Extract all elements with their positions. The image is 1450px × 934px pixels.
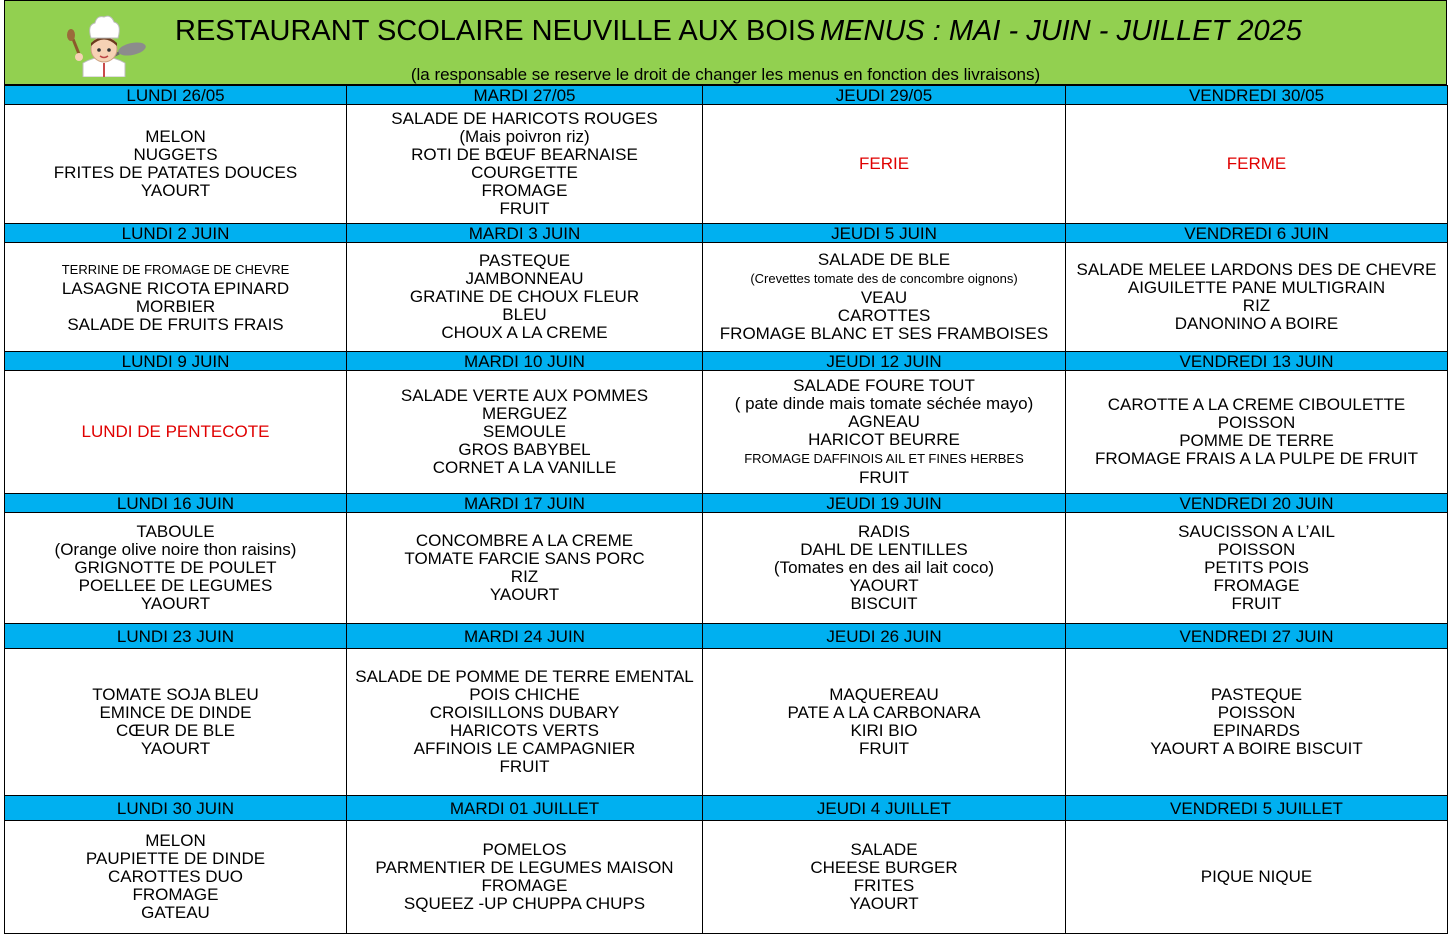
day-menu-cell xyxy=(347,243,703,352)
day-menu-cell xyxy=(5,821,347,934)
day-label: VENDREDI 20 JUIN xyxy=(1066,494,1448,513)
day-menu-cell xyxy=(1066,371,1448,494)
menu-item: FRUIT xyxy=(499,199,550,218)
day-menu-cell xyxy=(5,243,347,352)
day-menu-cell xyxy=(703,105,1066,224)
menu-item: GRATINE DE CHOUX FLEUR xyxy=(409,287,640,306)
menu-item: SALADE DE FRUITS FRAIS xyxy=(67,315,284,334)
menu-item: SALADE DE POMME DE TERRE EMENTAL xyxy=(355,667,694,686)
menu-item: CONCOMBRE A LA CREME xyxy=(415,531,634,550)
closure-notice: FERIE xyxy=(858,154,910,173)
menu-item: RIZ xyxy=(1242,296,1271,315)
day-label: JEUDI 5 JUIN xyxy=(703,224,1066,243)
menu-item: DANONINO A BOIRE xyxy=(1174,314,1339,333)
menu-item: CHOUX A LA CREME xyxy=(441,323,608,342)
day-menu-cell xyxy=(703,649,1066,796)
restaurant-title: RESTAURANT SCOLAIRE NEUVILLE AUX BOIS xyxy=(175,15,816,47)
menu-item: PATE A LA CARBONARA xyxy=(787,703,981,722)
day-menu-cell xyxy=(1066,649,1448,796)
menu-item: TABOULE xyxy=(136,522,215,541)
day-label: JEUDI 26 JUIN xyxy=(703,624,1066,649)
menu-item: YAOURT xyxy=(140,181,211,200)
menu-item: HARICOT BEURRE xyxy=(808,430,960,449)
menu-item: SALADE MELEE LARDONS DES DE CHEVRE xyxy=(1076,260,1437,279)
day-header-row xyxy=(5,352,1448,371)
menu-item: ( pate dinde mais tomate séchée mayo) xyxy=(734,394,1034,413)
menu-item: MORBIER xyxy=(135,297,216,316)
day-menu-cell xyxy=(703,371,1066,494)
day-menu-cell xyxy=(1066,513,1448,624)
day-label: VENDREDI 30/05 xyxy=(1066,86,1448,105)
menu-row xyxy=(5,105,1448,224)
day-header-row xyxy=(5,86,1448,105)
menu-item: SAUCISSON A L’AIL xyxy=(1178,522,1335,541)
day-label: LUNDI 2 JUIN xyxy=(5,224,347,243)
day-label: MARDI 10 JUIN xyxy=(347,352,703,371)
day-label: VENDREDI 13 JUIN xyxy=(1066,352,1448,371)
menu-item: SALADE DE HARICOTS ROUGES xyxy=(391,109,658,128)
menu-item: GROS BABYBEL xyxy=(458,440,591,459)
menu-item: PASTEQUE xyxy=(478,251,571,270)
menu-item: POMME DE TERRE xyxy=(1179,431,1334,450)
menu-item: ROTI DE BŒUF BEARNAISE xyxy=(411,145,638,164)
day-menu-cell xyxy=(703,513,1066,624)
menu-item: BLEU xyxy=(502,305,547,324)
menu-item: MELON xyxy=(145,127,206,146)
day-menu-cell xyxy=(347,649,703,796)
menu-item: SALADE VERTE AUX POMMES xyxy=(400,386,649,405)
menu-item: FRUIT xyxy=(858,739,910,758)
day-label: LUNDI 16 JUIN xyxy=(5,494,347,513)
menu-row xyxy=(5,243,1448,352)
menu-item: HARICOTS VERTS xyxy=(450,721,599,740)
day-menu-cell xyxy=(5,649,347,796)
menu-item: AGNEAU xyxy=(848,412,920,431)
menu-item: EMINCE DE DINDE xyxy=(99,703,252,722)
day-header-row xyxy=(5,624,1448,649)
day-menu-cell xyxy=(5,371,347,494)
menu-item: AIGUILETTE PANE MULTIGRAIN xyxy=(1127,278,1386,297)
menu-item: YAOURT xyxy=(849,576,919,595)
day-menu-cell xyxy=(1066,821,1448,934)
menu-item: CROISILLONS DUBARY xyxy=(429,703,620,722)
menu-item: PETITS POIS xyxy=(1204,558,1309,577)
menu-item: YAOURT xyxy=(849,894,919,913)
day-menu-cell xyxy=(703,821,1066,934)
menu-item: FROMAGE xyxy=(1213,576,1300,595)
menu-item: MERGUEZ xyxy=(482,404,567,423)
menu-item: CHEESE BURGER xyxy=(810,858,958,877)
day-menu-cell xyxy=(5,105,347,224)
menu-item: JAMBONNEAU xyxy=(465,269,584,288)
menu-item: TERRINE DE FROMAGE DE CHEVRE xyxy=(61,262,290,277)
menu-item: GATEAU xyxy=(141,903,210,922)
day-header-row xyxy=(5,796,1448,821)
day-label: JEUDI 4 JUILLET xyxy=(703,796,1066,821)
menu-row xyxy=(5,821,1448,934)
menu-item: CŒUR DE BLE xyxy=(115,721,236,740)
day-label: JEUDI 12 JUIN xyxy=(703,352,1066,371)
menu-item: PIQUE NIQUE xyxy=(1200,867,1313,886)
menu-item: POISSON xyxy=(1217,540,1296,559)
menu-item: YAOURT xyxy=(140,739,211,758)
menu-item: RIZ xyxy=(510,567,539,586)
menu-item: SQUEEZ -UP CHUPPA CHUPS xyxy=(403,894,646,913)
menu-item: NUGGETS xyxy=(133,145,218,164)
menu-item: FROMAGE xyxy=(481,876,568,895)
menu-item: POISSON xyxy=(1217,703,1296,722)
menu-item: GRIGNOTTE DE POULET xyxy=(74,558,277,577)
menu-item: LASAGNE RICOTA EPINARD xyxy=(61,279,290,298)
day-label: MARDI 24 JUIN xyxy=(347,624,703,649)
menu-item: FROMAGE xyxy=(132,885,219,904)
day-menu-cell xyxy=(347,105,703,224)
day-menu-cell xyxy=(347,371,703,494)
menu-item: MELON xyxy=(145,831,206,850)
day-label: JEUDI 29/05 xyxy=(703,86,1066,105)
menu-item: (Crevettes tomate des de concombre oignons) xyxy=(750,271,1018,286)
menu-row xyxy=(5,513,1448,624)
menu-item: CAROTTE A LA CREME CIBOULETTE xyxy=(1107,395,1406,414)
menu-item: TOMATE FARCIE SANS PORC xyxy=(404,549,645,568)
menu-item: PARMENTIER DE LEGUMES MAISON xyxy=(375,858,674,877)
menu-item: FRUIT xyxy=(858,468,910,487)
menu-item: POISSON xyxy=(1217,413,1296,432)
menu-header xyxy=(4,0,1447,85)
menu-item: FROMAGE BLANC ET SES FRAMBOISES xyxy=(719,324,1049,343)
menu-item: POMELOS xyxy=(482,840,567,859)
menu-item: VEAU xyxy=(860,288,908,307)
menu-item: CORNET A LA VANILLE xyxy=(432,458,617,477)
menu-item: EPINARDS xyxy=(1213,721,1300,740)
menu-item: CAROTTES xyxy=(837,306,931,325)
menu-item: FROMAGE FRAIS A LA PULPE DE FRUIT xyxy=(1094,449,1419,468)
menu-sheet xyxy=(4,0,1447,932)
menu-item: FRITES DE PATATES DOUCES xyxy=(53,163,298,182)
menu-item: DAHL DE LENTILLES xyxy=(800,540,968,559)
menu-item: YAOURT A BOIRE BISCUIT xyxy=(1150,739,1363,758)
menu-item: FROMAGE xyxy=(481,181,568,200)
day-label: LUNDI 26/05 xyxy=(5,86,347,105)
day-label: LUNDI 30 JUIN xyxy=(5,796,347,821)
menu-item: (Orange olive noire thon raisins) xyxy=(54,540,297,559)
menu-item: FRITES xyxy=(853,876,915,895)
day-menu-cell xyxy=(5,513,347,624)
day-label: MARDI 01 JUILLET xyxy=(347,796,703,821)
day-label: MARDI 27/05 xyxy=(347,86,703,105)
closure-notice: FERME xyxy=(1226,154,1287,173)
menu-item: COURGETTE xyxy=(471,163,578,182)
menu-item: KIRI BIO xyxy=(850,721,918,740)
day-label: JEUDI 19 JUIN xyxy=(703,494,1066,513)
menu-item: YAOURT xyxy=(489,585,560,604)
day-label: MARDI 3 JUIN xyxy=(347,224,703,243)
menu-item: FRUIT xyxy=(1231,594,1282,613)
menu-item: POELLEE DE LEGUMES xyxy=(78,576,273,595)
day-label: MARDI 17 JUIN xyxy=(347,494,703,513)
menu-item: SALADE FOURE TOUT xyxy=(793,376,975,395)
menu-row xyxy=(5,649,1448,796)
menu-item: SALADE DE BLE xyxy=(817,250,951,269)
menu-item: MAQUEREAU xyxy=(829,685,939,704)
menu-item: RADIS xyxy=(858,522,910,541)
day-menu-cell xyxy=(1066,243,1448,352)
disclaimer-note: (la responsable se reserve le droit de changer les menus en fonction des livraisons) xyxy=(410,65,1041,84)
day-menu-cell xyxy=(347,821,703,934)
menu-item: PAUPIETTE DE DINDE xyxy=(85,849,266,868)
menu-item: YAOURT xyxy=(140,594,211,613)
day-label: VENDREDI 6 JUIN xyxy=(1066,224,1448,243)
day-label: VENDREDI 5 JUILLET xyxy=(1066,796,1448,821)
day-menu-cell xyxy=(703,243,1066,352)
menu-table xyxy=(4,85,1448,934)
menu-item: (Tomates en des ail lait coco) xyxy=(773,558,995,577)
menu-item: SALADE xyxy=(850,840,918,859)
day-header-row xyxy=(5,494,1448,513)
menu-row xyxy=(5,371,1448,494)
menu-item: FROMAGE DAFFINOIS AIL ET FINES HERBES xyxy=(744,451,1024,466)
menu-item: TOMATE SOJA BLEU xyxy=(92,685,259,704)
menu-item: BISCUIT xyxy=(850,594,918,613)
day-header-row xyxy=(5,224,1448,243)
day-label: LUNDI 9 JUIN xyxy=(5,352,347,371)
menu-item: AFFINOIS LE CAMPAGNIER xyxy=(413,739,636,758)
menu-item: (Mais poivron riz) xyxy=(459,127,590,146)
menus-period: MENUS : MAI - JUIN - JUILLET 2025 xyxy=(820,15,1302,47)
day-label: LUNDI 23 JUIN xyxy=(5,624,347,649)
closure-notice: LUNDI DE PENTECOTE xyxy=(81,422,270,441)
day-label: VENDREDI 27 JUIN xyxy=(1066,624,1448,649)
menu-item: POIS CHICHE xyxy=(469,685,580,704)
menu-item: CAROTTES DUO xyxy=(107,867,244,886)
day-menu-cell xyxy=(347,513,703,624)
menu-item: SEMOULE xyxy=(482,422,567,441)
menu-item: PASTEQUE xyxy=(1210,685,1303,704)
menu-item: FRUIT xyxy=(499,757,550,776)
day-menu-cell xyxy=(1066,105,1448,224)
